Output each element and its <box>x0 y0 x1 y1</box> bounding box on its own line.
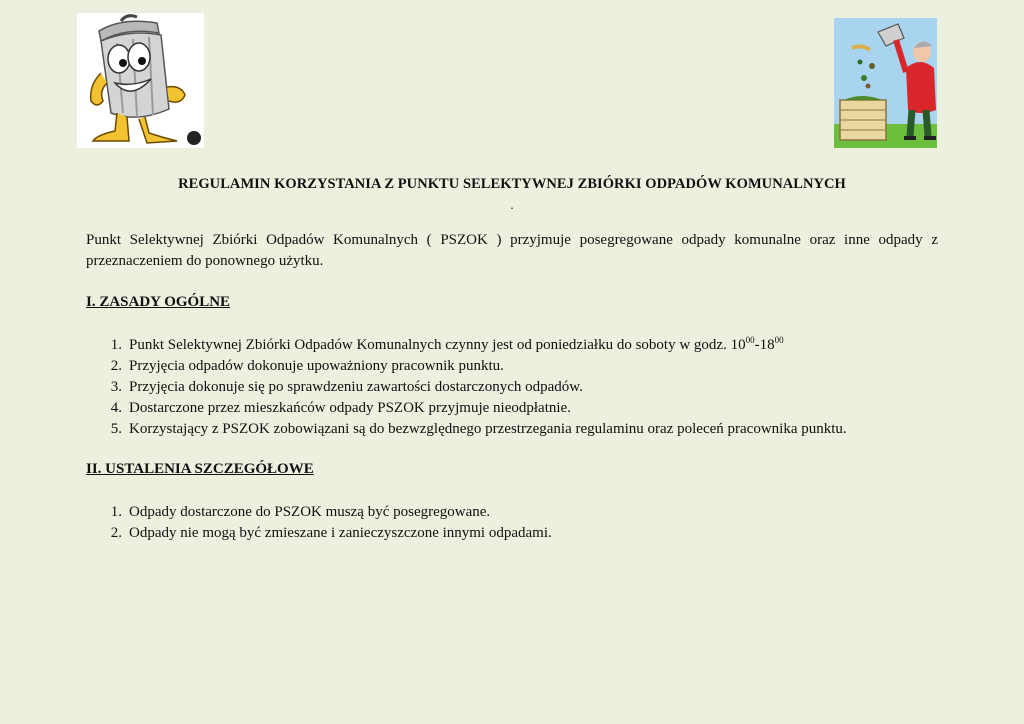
hour-superscript: 00 <box>745 335 755 345</box>
detailed-rules-list <box>86 502 552 544</box>
list-number: 1. <box>110 504 122 520</box>
list-item <box>86 502 552 523</box>
list-item <box>86 398 847 419</box>
section-heading-general: I. ZASADY OGÓLNE <box>86 294 231 310</box>
hour-superscript: 00 <box>774 335 784 345</box>
general-rules-list <box>86 335 847 440</box>
title-dot: . <box>510 197 514 212</box>
hour-range: -18 <box>754 337 775 353</box>
list-text: Przyjęcia dokonuje się po sprawdzeniu zawartości dostarczonych odpadów. <box>129 379 583 395</box>
list-number: 4. <box>110 400 122 416</box>
list-text: Odpady dostarczone do PSZOK muszą być posegregowane. <box>129 504 491 520</box>
list-item <box>86 419 847 440</box>
list-item <box>86 523 552 544</box>
list-text: Dostarczone przez mieszkańców odpady PSZOK przyjmuje nieodpłatnie. <box>129 400 571 416</box>
compost-bin-illustration-icon <box>834 18 937 148</box>
list-number: 5. <box>110 421 122 437</box>
document-title: REGULAMIN KORZYSTANIA Z PUNKTU SELEKTYWNEJ ZBIÓRKI ODPADÓW KOMUNALNYCH <box>178 176 846 192</box>
list-number: 2. <box>110 358 122 374</box>
list-number: 1. <box>110 337 122 353</box>
trash-can-mascot-icon <box>77 13 204 148</box>
list-text: Korzystający z PSZOK zobowiązani są do bezwzględnego przestrzegania regulaminu oraz poleceń pracownika punktu. <box>129 421 847 437</box>
list-item <box>86 356 847 377</box>
list-text: Przyjęcia odpadów dokonuje upoważniony pracownik punktu. <box>129 358 504 374</box>
section-heading-detailed: II. USTALENIA SZCZEGÓŁOWE <box>86 461 314 477</box>
list-number: 3. <box>110 379 122 395</box>
list-item <box>86 377 847 398</box>
list-number: 2. <box>110 525 122 541</box>
list-text: Punkt Selektywnej Zbiórki Odpadów Komunalnych czynny jest od poniedziałku do soboty w godz. 10 <box>129 337 746 353</box>
list-item <box>86 335 847 356</box>
list-text: Odpady nie mogą być zmieszane i zanieczyszczone innymi odpadami. <box>129 525 552 541</box>
intro-paragraph: Punkt Selektywnej Zbiórki Odpadów Komunalnych ( PSZOK ) przyjmuje posegregowane odpady komunalne oraz inne odpady z przeznaczeniem do ponownego użytku. <box>86 232 938 269</box>
